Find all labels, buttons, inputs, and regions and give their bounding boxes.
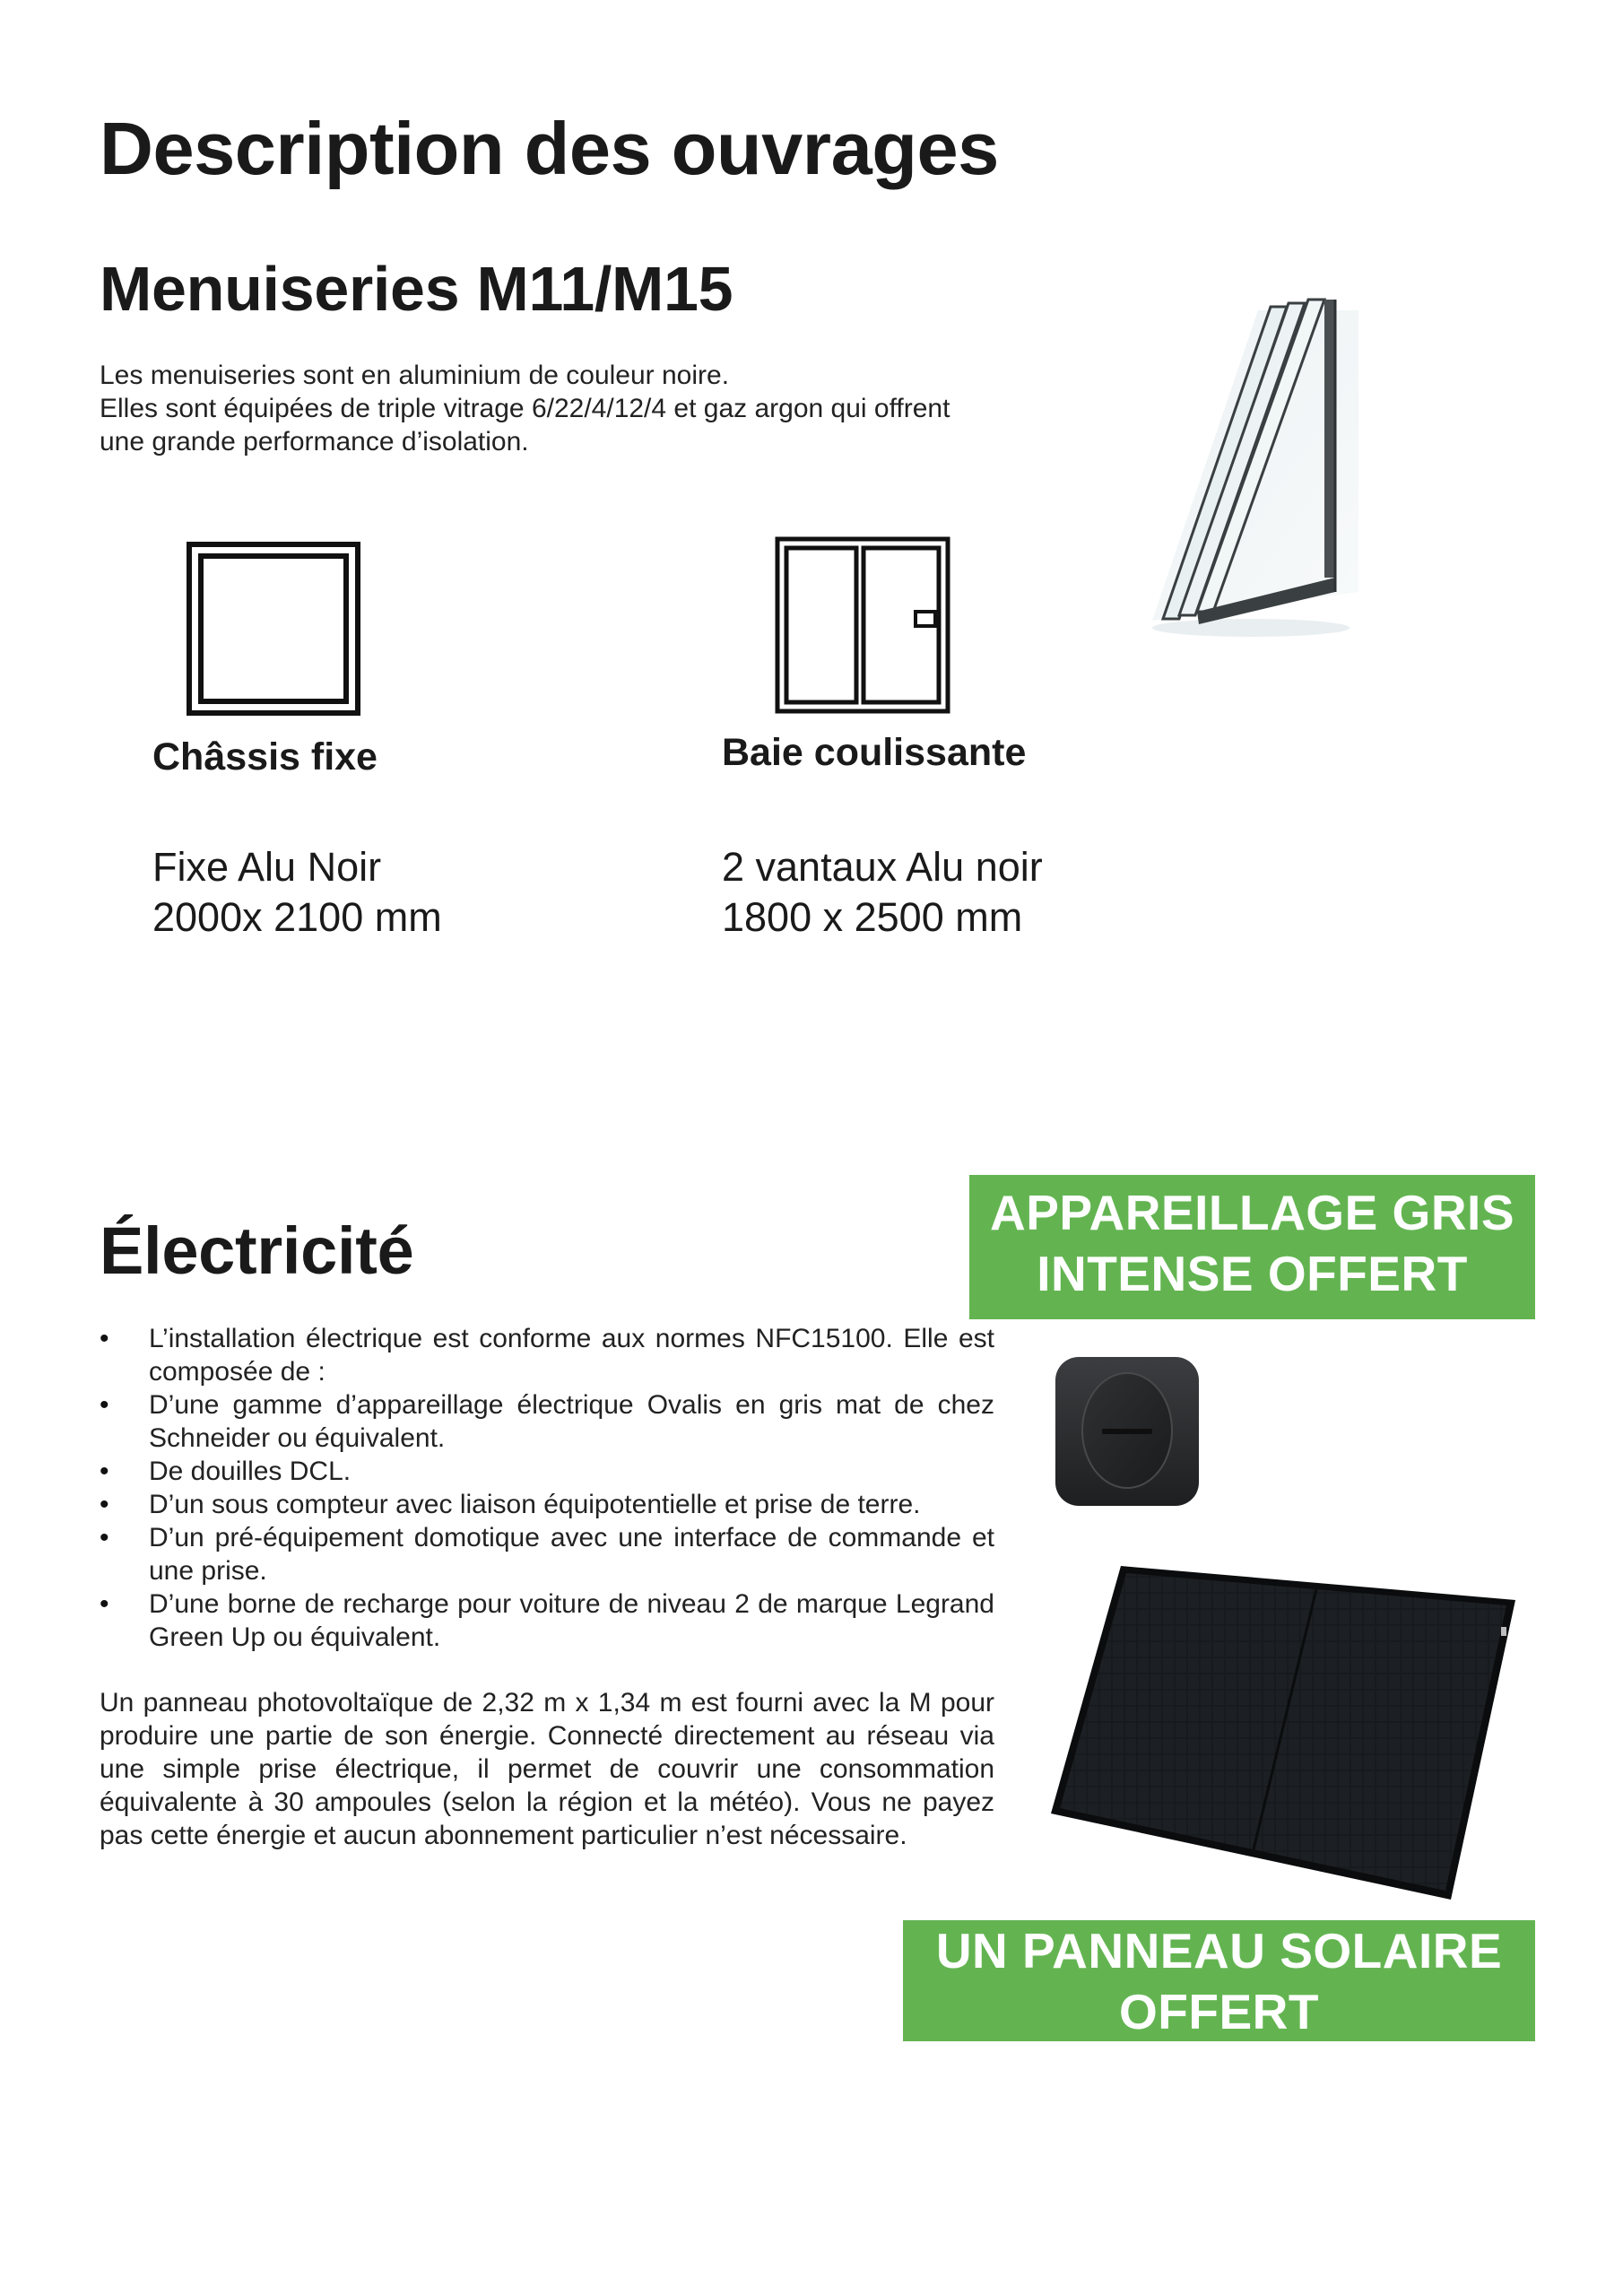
section-heading-electricite: Électricité	[100, 1213, 414, 1288]
list-item: • D’une borne de recharge pour voiture de niveau 2 de marque Legrand Green Up ou équivalent.	[100, 1587, 994, 1654]
list-item: • D’une gamme d’appareillage électrique Ovalis en gris mat de chez Schneider ou équivalent.	[100, 1388, 994, 1455]
product-description: 2 vantaux Alu noir	[722, 844, 1043, 890]
sliding-door-icon	[775, 536, 950, 714]
product-title: Châssis fixe	[152, 735, 378, 778]
fixed-window-icon	[187, 542, 360, 716]
badge-line: APPAREILLAGE GRIS	[989, 1185, 1515, 1240]
product-chassis-fixe	[152, 735, 619, 943]
badge-panneau-solaire-offert	[903, 1920, 1535, 2041]
list-item: • L’installation électrique est conforme aux normes NFC15100. Elle est composée de :	[100, 1322, 994, 1388]
product-title: Baie coulissante	[722, 731, 1027, 774]
section-heading-menuiseries: Menuiseries M11/M15	[100, 254, 733, 324]
intro-line: Les menuiseries sont en aluminium de couleur noire.	[100, 361, 730, 390]
product-description: Fixe Alu Noir	[152, 844, 382, 890]
list-item: • D’un pré-équipement domotique avec une interface de commande et une prise.	[100, 1521, 994, 1587]
badge-line: INTENSE OFFERT	[1037, 1246, 1468, 1301]
page-title: Description des ouvrages	[100, 107, 999, 190]
product-dimensions: 1800 x 2500 mm	[722, 894, 1023, 940]
badge-appareillage-offert	[969, 1175, 1535, 1319]
solar-paragraph: Un panneau photovoltaïque de 2,32 m x 1,34 m est fourni avec la M pour produire une partie de son énergie. Connecté directement au réseau via une simple prise électrique, il permet de couvrir une consommation équivalente à 30 ampoules (selon la région et la météo). Vous ne payez pas cette énergie et aucun abonnement particulier n’est nécessaire.	[100, 1688, 994, 1850]
menuiseries-intro	[100, 359, 1050, 458]
light-switch-image	[1052, 1353, 1202, 1510]
product-baie-coulissante	[722, 731, 1224, 943]
list-item: • De douilles DCL.	[100, 1455, 994, 1488]
intro-line: Elles sont équipées de triple vitrage 6/22/4/12/4 et gaz argon qui offrent	[100, 394, 950, 423]
intro-line: une grande performance d’isolation.	[100, 427, 529, 457]
badge-line: UN PANNEAU SOLAIRE	[935, 1923, 1503, 1979]
triple-glazing-illustration	[1143, 296, 1358, 641]
electricite-bullet-list	[100, 1322, 994, 1654]
list-item: • D’un sous compteur avec liaison équipotentielle et prise de terre.	[100, 1488, 994, 1521]
solar-panel-image	[1049, 1561, 1520, 1903]
badge-line: OFFERT	[1119, 1984, 1319, 2039]
product-dimensions: 2000x 2100 mm	[152, 894, 442, 940]
